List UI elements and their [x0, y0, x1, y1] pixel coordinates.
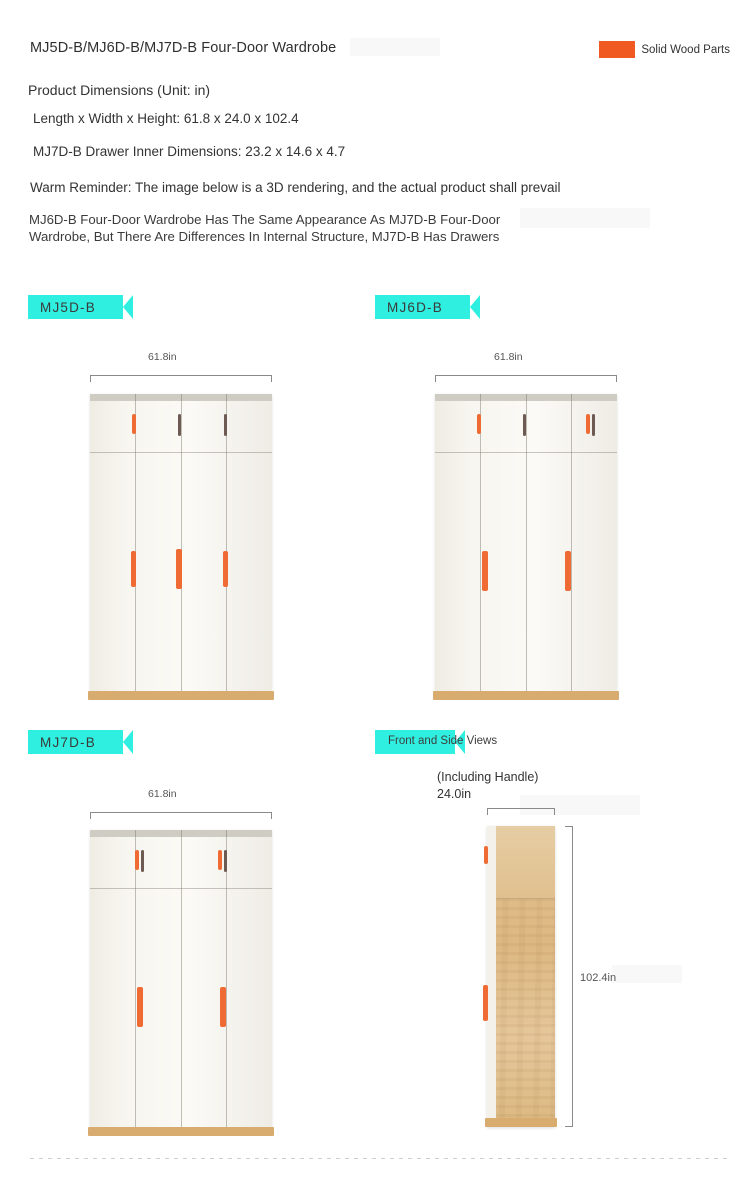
mj6d-width-label: 61.8in: [494, 351, 523, 363]
ribbon-label-mj6d-text: MJ6D-B: [387, 299, 443, 315]
side-height-bracket: [565, 826, 573, 1127]
warm-reminder: Warm Reminder: The image below is a 3D rendering, and the actual product shall prevail: [30, 180, 561, 195]
side-view-front-edge: [487, 826, 496, 1127]
wardrobe-base: [88, 691, 274, 700]
wardrobe-handle: [586, 414, 590, 434]
wardrobe-handle: [131, 551, 136, 587]
side-depth-bracket: [487, 808, 555, 815]
wardrobe-handle: [223, 551, 228, 587]
decorative-block: [350, 38, 440, 56]
mj5d-width-label: 61.8in: [148, 351, 177, 363]
wardrobe-door-seam: [135, 394, 136, 691]
solid-wood-badge-label: Solid Wood Parts: [641, 43, 730, 56]
wardrobe-base: [433, 691, 619, 700]
side-depth-label: 24.0in: [437, 787, 472, 801]
side-view-handle: [483, 985, 488, 1021]
wardrobe-side-view: [487, 826, 555, 1127]
model-difference-note: MJ6D-B Four-Door Wardrobe Has The Same Appearance As MJ7D-B Four-Door Wardrobe, But There Are Differences In Internal Structure, MJ7D-B Has Drawers: [29, 212, 501, 244]
wardrobe-handle: [220, 987, 226, 1027]
wardrobe-door-seam: [571, 394, 572, 691]
ribbon-label-mj7d: [28, 730, 133, 754]
wardrobe-door-seam: [480, 394, 481, 691]
wardrobe-image-mj5d: [90, 394, 272, 691]
wardrobe-base: [88, 1127, 274, 1136]
side-view-handle: [484, 846, 488, 864]
wardrobe-door-seam: [226, 830, 227, 1127]
wardrobe-handle: [132, 414, 136, 434]
mj6d-width-bracket: [435, 375, 617, 382]
mj7d-width-bracket: [90, 812, 272, 819]
ribbon-label-mj6d: [375, 295, 480, 319]
wardrobe-handle: [178, 414, 181, 436]
wardrobe-image-mj6d: [435, 394, 617, 691]
wardrobe-handle: [523, 414, 526, 436]
wardrobe-door-seam: [526, 394, 527, 691]
ribbon-label-mj5d-text: MJ5D-B: [40, 299, 96, 315]
wardrobe-handle: [218, 850, 222, 870]
mj7d-width-label: 61.8in: [148, 788, 177, 800]
wardrobe-door-seam: [181, 394, 182, 691]
drawer-dimensions: MJ7D-B Drawer Inner Dimensions: 23.2 x 14.6 x 4.7: [33, 144, 346, 159]
wardrobe-handle: [224, 414, 227, 436]
dimensions-heading: Product Dimensions (Unit: in): [28, 82, 211, 98]
ribbon-label-mj7d-text: MJ7D-B: [40, 734, 96, 750]
ribbon-label-views-text: Front and Side Views: [388, 735, 498, 747]
solid-wood-color-swatch: [599, 41, 635, 58]
wardrobe-handle: [176, 549, 182, 589]
wardrobe-image-mj7d: [90, 830, 272, 1127]
wardrobe-handle: [565, 551, 571, 591]
page-title: MJ5D-B/MJ6D-B/MJ7D-B Four-Door Wardrobe: [30, 40, 337, 56]
mj5d-width-bracket: [90, 375, 272, 382]
wardrobe-handle: [137, 987, 143, 1027]
solid-wood-badge: [599, 41, 730, 58]
dimensions-lwh: Length x Width x Height: 61.8 x 24.0 x 102.4: [33, 111, 299, 126]
side-view-top-section: [487, 826, 555, 899]
side-view-base: [485, 1118, 557, 1127]
wardrobe-handle: [135, 850, 139, 870]
footer-divider: [30, 1158, 730, 1159]
wardrobe-handle: [141, 850, 144, 872]
side-depth-note: (Including Handle): [437, 770, 539, 784]
wardrobe-door-seam: [181, 830, 182, 1127]
wardrobe-door-seam: [226, 394, 227, 691]
wardrobe-handle: [592, 414, 595, 436]
wardrobe-handle: [477, 414, 481, 434]
side-height-label: 102.4in: [580, 972, 617, 984]
wardrobe-handle: [224, 850, 227, 872]
wardrobe-handle: [482, 551, 488, 591]
wardrobe-door-seam: [135, 830, 136, 1127]
decorative-block: [612, 965, 682, 983]
ribbon-label-mj5d: [28, 295, 133, 319]
